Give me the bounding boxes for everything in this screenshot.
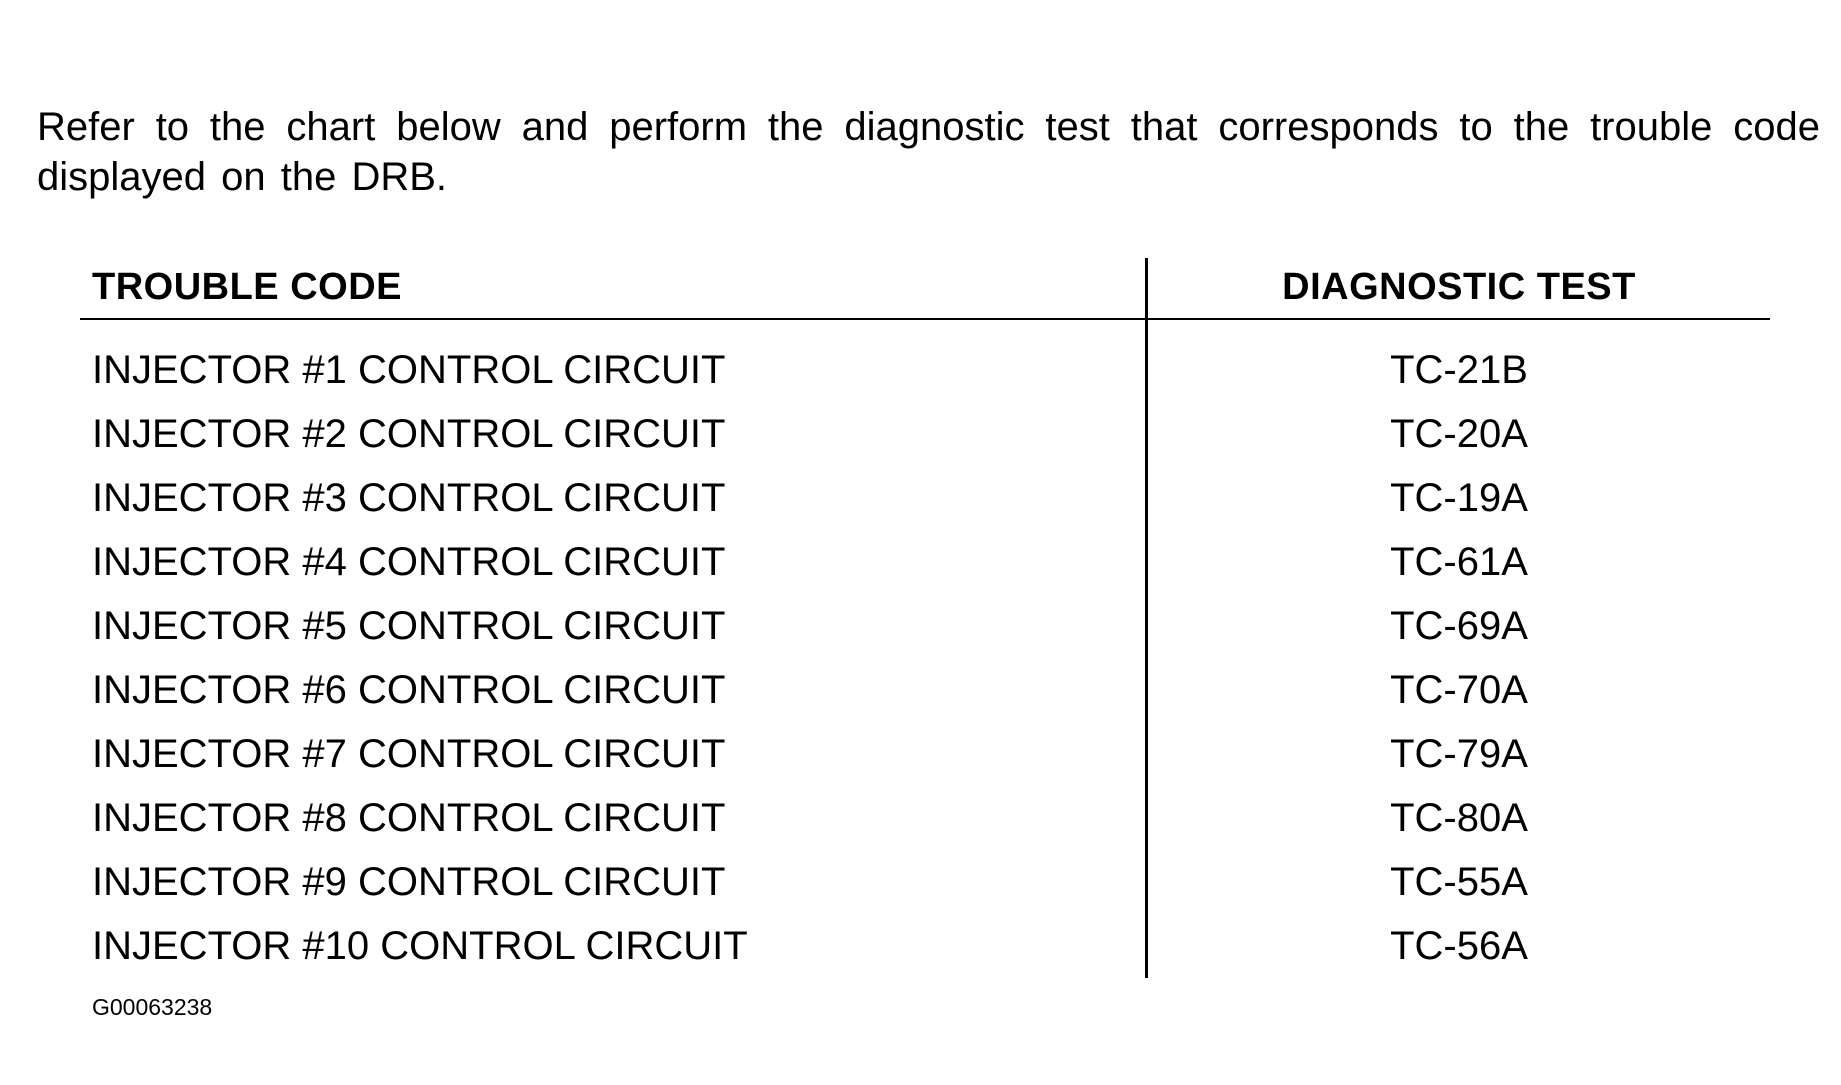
diagnostic-test-cell: TC-69A <box>1390 604 1528 648</box>
trouble-code-cell: INJECTOR #9 CONTROL CIRCUIT <box>92 860 726 904</box>
trouble-code-cell: INJECTOR #7 CONTROL CIRCUIT <box>92 732 726 776</box>
diagnostic-test-cell: TC-61A <box>1390 540 1528 584</box>
figure-id: G00063238 <box>92 994 213 1020</box>
diagnostic-test-cell: TC-80A <box>1390 796 1528 840</box>
trouble-code-cell: INJECTOR #3 CONTROL CIRCUIT <box>92 476 726 520</box>
diagnostic-test-cell: TC-56A <box>1390 924 1528 968</box>
table-row <box>80 530 1770 594</box>
trouble-code-cell: INJECTOR #6 CONTROL CIRCUIT <box>92 668 726 712</box>
diagnostic-test-cell: TC-70A <box>1390 668 1528 712</box>
table-row <box>80 466 1770 530</box>
trouble-code-cell: INJECTOR #8 CONTROL CIRCUIT <box>92 796 726 840</box>
header-rule <box>80 318 1770 320</box>
trouble-code-cell: INJECTOR #10 CONTROL CIRCUIT <box>92 924 748 968</box>
header-diagnostic-test: DIAGNOSTIC TEST <box>1282 266 1636 308</box>
trouble-code-cell: INJECTOR #5 CONTROL CIRCUIT <box>92 604 726 648</box>
table-body <box>80 338 1770 978</box>
header-trouble-code: TROUBLE CODE <box>92 266 402 308</box>
table-row <box>80 402 1770 466</box>
diagnostic-test-cell: TC-21B <box>1390 348 1528 392</box>
table-row <box>80 914 1770 978</box>
table-row <box>80 722 1770 786</box>
table-row <box>80 338 1770 402</box>
table-row <box>80 850 1770 914</box>
trouble-code-cell: INJECTOR #2 CONTROL CIRCUIT <box>92 412 726 456</box>
trouble-code-cell: INJECTOR #4 CONTROL CIRCUIT <box>92 540 726 584</box>
trouble-code-table <box>80 258 1770 978</box>
diagnostic-test-cell: TC-20A <box>1390 412 1528 456</box>
table-row <box>80 594 1770 658</box>
diagnostic-test-cell: TC-79A <box>1390 732 1528 776</box>
trouble-code-cell: INJECTOR #1 CONTROL CIRCUIT <box>92 348 726 392</box>
diagnostic-test-cell: TC-55A <box>1390 860 1528 904</box>
table-row <box>80 786 1770 850</box>
intro-paragraph: Refer to the chart below and perform the diagnostic test that corresponds to the trouble code displayed on the DRB. <box>37 105 1820 199</box>
diagnostic-test-cell: TC-19A <box>1390 476 1528 520</box>
table-row <box>80 658 1770 722</box>
